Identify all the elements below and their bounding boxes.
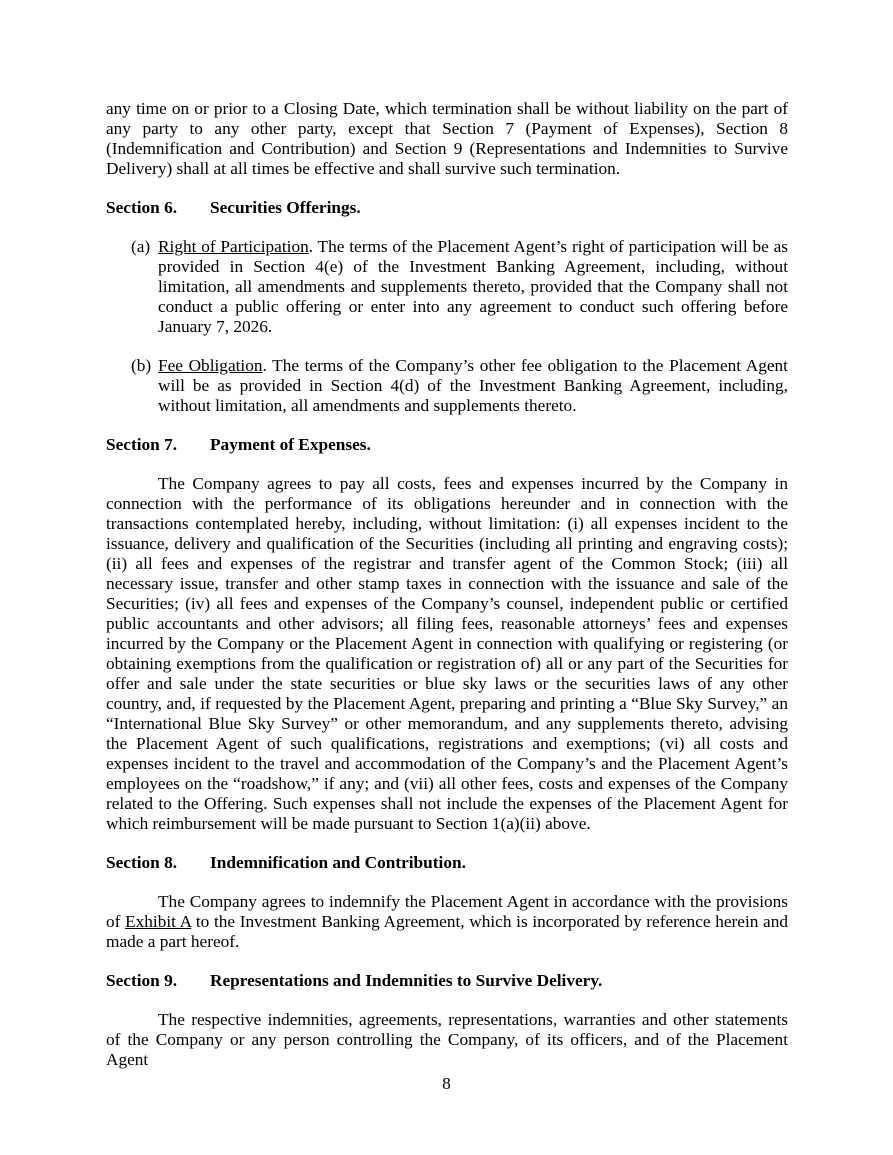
- list-item-a-text: . The terms of the Placement Agent’s right of participation will be as provided in Section 4(e) of the Investment Banking Agreement, including, without limitation, all amendments and supplements thereto, provided that the Company shall not conduct a public offering or enter into any agreement to conduct such offering before January 7, 2026.: [158, 237, 788, 336]
- section-9-heading: [106, 971, 788, 991]
- term-exhibit-a: Exhibit A: [125, 912, 192, 931]
- list-item-b-text: . The terms of the Company’s other fee obligation to the Placement Agent will be as provided in Section 4(d) of the Investment Banking Agreement, including, without limitation, all amendments and supplements thereto.: [158, 356, 788, 415]
- list-item-b: [131, 356, 788, 416]
- section-7-label: Section 7.: [106, 435, 178, 454]
- section-6-label: Section 6.: [106, 198, 178, 217]
- term-fee-obligation: Fee Obligation: [158, 356, 263, 375]
- term-right-of-participation: Right of Participation: [158, 237, 309, 256]
- section-9-label: Section 9.: [106, 971, 178, 990]
- section-6-heading: [106, 198, 788, 218]
- list-marker-a: (a): [131, 237, 151, 256]
- section-8-body-before: The Company agrees to indemnify the Placement Agent in accordance with the provisions of: [106, 892, 788, 931]
- section-9-body: The respective indemnities, agreements, representations, warranties and other statements of the Company or any person controlling the Company, of its officers, and of the Placement Agent: [106, 1010, 788, 1069]
- section-7-body: The Company agrees to pay all costs, fees and expenses incurred by the Company in connection with the performance of its obligations hereunder and in connection with the transactions contemplated hereby, including, without limitation: (i) all expenses incident to the issuance, delivery and qualification of the Securities (including all printing and engraving costs); (ii) all fees and expenses of the registrar and transfer agent of the Common Stock; (iii) all necessary issue, transfer and other stamp taxes in connection with the issuance and sale of the Securities; (iv) all fees and expenses of the Company’s counsel, independent public or certified public accountants and other advisors; all filing fees, reasonable attorneys’ fees and expenses incurred by the Company or the Placement Agent in connection with qualifying or registering (or obtaining exemptions from the qualification or registration of) all or any part of the Securities for offer and sale under the state securities or blue sky laws or the securities laws of any other country, and, if requested by the Placement Agent, preparing and printing a “Blue Sky Survey,” an “International Blue Sky Survey” or other memorandum, and any supplements thereto, advising the Placement Agent of such qualifications, registrations and exemptions; (vi) all costs and expenses incident to the travel and accommodation of the Company’s and the Placement Agent’s employees on the “roadshow,” if any; and (vii) all other fees, costs and expenses of the Company related to the Offering. Such expenses shall not include the expenses of the Placement Agent for which reimbursement will be made pursuant to Section 1(a)(ii) above.: [106, 474, 788, 833]
- section-8-heading: [106, 853, 788, 873]
- section-7-heading: [106, 435, 788, 455]
- section-8-title: Indemnification and Contribution.: [210, 853, 466, 872]
- list-item-a: [131, 237, 788, 337]
- page-number: 8: [442, 1074, 451, 1093]
- section-9-title: Representations and Indemnities to Survive Delivery.: [210, 971, 603, 990]
- paragraph-termination: any time on or prior to a Closing Date, which termination shall be without liability on the part of any party to any other party, except that Section 7 (Payment of Expenses), Section 8 (Indemnification and Contribution) and Section 9 (Representations and Indemnities to Survive Delivery) shall at all times be effective and shall survive such termination.: [106, 99, 788, 178]
- list-marker-b: (b): [131, 356, 152, 375]
- section-8-body-after: to the Investment Banking Agreement, which is incorporated by reference herein and made a part hereof.: [106, 912, 789, 951]
- section-8-label: Section 8.: [106, 853, 178, 872]
- section-8-body: [106, 892, 788, 952]
- section-7-title: Payment of Expenses.: [210, 435, 371, 454]
- document-body: [106, 99, 788, 1089]
- section-6-title: Securities Offerings.: [210, 198, 361, 217]
